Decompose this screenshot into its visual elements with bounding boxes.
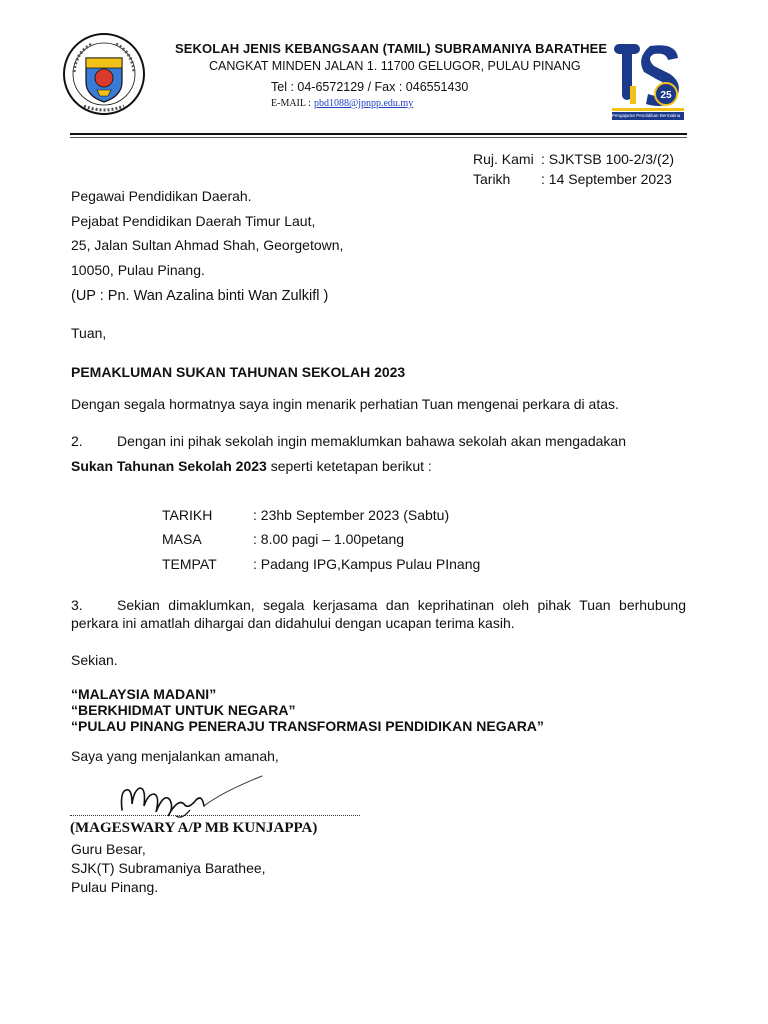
detail-label-venue: TEMPAT bbox=[162, 556, 217, 572]
letterhead-divider bbox=[70, 133, 687, 135]
svg-text:25: 25 bbox=[660, 90, 672, 101]
detail-label-time: MASA bbox=[162, 531, 202, 547]
email-label: E-MAIL : bbox=[271, 98, 311, 109]
date-value: : 14 September 2023 bbox=[541, 171, 672, 187]
school-contact: Tel : 04-6572129 / Fax : 046551430 bbox=[271, 80, 469, 94]
detail-value-venue: : Padang IPG,Kampus Pulau PInang bbox=[253, 556, 481, 572]
date-label: Tarikh bbox=[473, 171, 511, 187]
signatory-location: Pulau Pinang. bbox=[71, 879, 159, 895]
attention-text: (UP : Pn. Wan Azalina binti Wan Zulkifl ) bbox=[71, 288, 329, 304]
signatory-name: (MAGESWARY A/P MB KUNJAPPA) bbox=[70, 820, 318, 836]
paragraph-2-line-2 bbox=[71, 458, 432, 474]
ts25-logo-caption: Pengajaran Pendidikan Bermakna bbox=[612, 113, 681, 118]
paragraph-2-line-1: Dengan ini pihak sekolah ingin memaklumkan bahawa sekolah akan mengadakan bbox=[117, 433, 626, 449]
event-name: Sukan Tahunan Sekolah 2023 bbox=[71, 458, 267, 474]
letterhead-divider-thin bbox=[70, 137, 687, 138]
detail-label-date: TARIKH bbox=[162, 507, 213, 523]
paragraph-3-number: 3. bbox=[71, 597, 83, 613]
slogan-line: “BERKHIDMAT UNTUK NEGARA” bbox=[71, 702, 296, 718]
ts25-logo bbox=[610, 38, 686, 122]
paragraph-1: Dengan segala hormatnya saya ingin menarik perhatian Tuan mengenai perkara di atas. bbox=[71, 396, 619, 412]
paragraph-3-line-2: perkara ini amatlah dihargai dan didahului dengan ucapan terima kasih. bbox=[71, 615, 515, 631]
school-name: SEKOLAH JENIS KEBANGSAAN (TAMIL) SUBRAMANIYA BARATHEE bbox=[175, 41, 608, 56]
recipient-line: 10050, Pulau Pinang. bbox=[71, 262, 205, 278]
email-link[interactable]: pbd1088@jpnpp.edu.my bbox=[314, 98, 414, 109]
ruj-value: : SJKTSB 100-2/3/(2) bbox=[541, 151, 675, 167]
recipient-line: Pegawai Pendidikan Daerah. bbox=[71, 188, 252, 204]
attention-line bbox=[71, 288, 328, 304]
detail-value-time: : 8.00 pagi – 1.00petang bbox=[253, 531, 405, 547]
signatory-school: SJK(T) Subramaniya Barathee, bbox=[71, 860, 266, 876]
signatory-title: Guru Besar, bbox=[71, 841, 146, 857]
slogan-line: “PULAU PINANG PENERAJU TRANSFORMASI PENDIDIKAN NEGARA” bbox=[71, 718, 544, 734]
paragraph-2-number: 2. bbox=[71, 433, 83, 449]
slogan-line: “MALAYSIA MADANI” bbox=[71, 686, 217, 702]
closing: Sekian. bbox=[71, 652, 118, 668]
ruj-label: Ruj. Kami bbox=[473, 151, 534, 167]
school-address: CANGKAT MINDEN JALAN 1. 11700 GELUGOR, PULAU PINANG bbox=[209, 59, 581, 73]
subject-heading: PEMAKLUMAN SUKAN TAHUNAN SEKOLAH 2023 bbox=[71, 364, 406, 380]
detail-value-date: : 23hb September 2023 (Sabtu) bbox=[253, 507, 450, 523]
paragraph-3-line-1: Sekian dimaklumkan, segala kerjasama dan keprihatinan oleh pihak Tuan berhubung bbox=[117, 597, 686, 613]
recipient-line: Pejabat Pendidikan Daerah Timur Laut, bbox=[71, 213, 316, 229]
school-crest-logo bbox=[62, 32, 146, 116]
salutation: Tuan, bbox=[71, 325, 107, 341]
signature-intro: Saya yang menjalankan amanah, bbox=[71, 748, 279, 764]
recipient-line: 25, Jalan Sultan Ahmad Shah, Georgetown, bbox=[71, 237, 344, 253]
signature-line bbox=[70, 815, 360, 816]
paragraph-2-rest: seperti ketetapan berikut : bbox=[266, 458, 432, 474]
